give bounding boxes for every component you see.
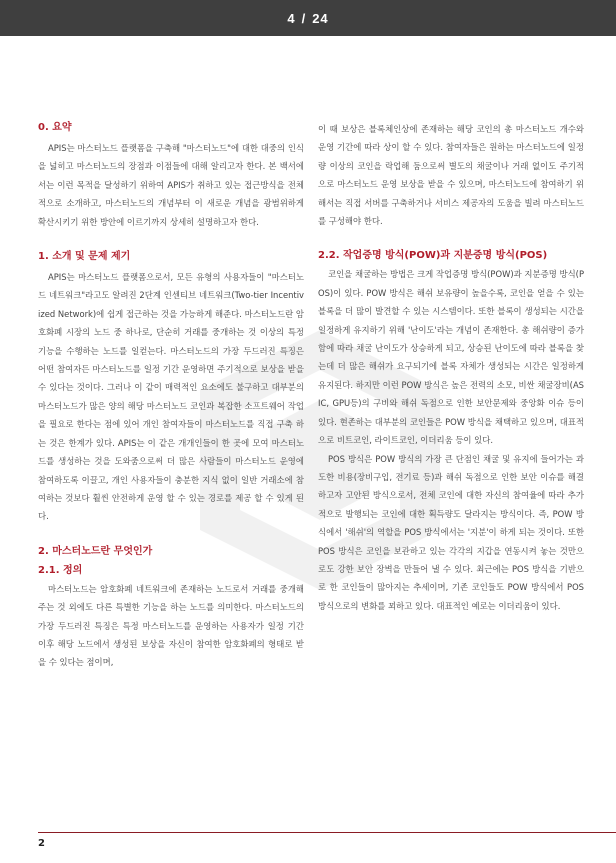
section-2-2-heading: 2.2. 작업증명 방식(POW)과 지분증명 방식(POS) [318, 250, 548, 262]
footer-divider [38, 832, 616, 833]
footer-page-number: 2 [38, 838, 45, 849]
definition-paragraph: 마스터노드는 암호화폐 네트워크에 존재하는 노드로서 거래를 중개해주는 것 외에도 다른 특별한 기능을 하는 노드를 의미한다. 마스터노드의 가장 두드러진 특징은 특정 마스터노드를 운영하는 사용자가 일정 기간 이후 해당 노드에서 생성된 보상을 자신이 참여한 암호화폐의 형태로 받을 수 있다는 점이며, [38, 583, 304, 668]
section-2-1-heading: 2.1. 정의 [38, 564, 83, 576]
introduction-paragraph: APIS는 마스터노드 플랫폼으로서, 모든 유형의 사용자들이 "마스터노드 네트워크"라고도 알려진 2단계 인센티브 네트워크(Two-tier Incentivized Network)에 쉽게 접근하는 것을 가능하게 해준다. 마스터노드란 암호화폐 시장의 노드 중 하나로, 단순히 거래를 중개하는 것 이상의 특정 기능을 수행하는 노드를 일컫는다. 마스터노드의 가장 두드러진 특징은 어떤 참여자든 마스터노드를 일정 기간 운영하면 주기적으로 보상을 받을 수 있다는 것이다. 그러나 이 같이 매력적인 요소에도 불구하고 대부분의 마스터노드가 많은 양의 해당 마스터노드 코인과 복잡한 소프트웨어 작업을 필요로 한다는 점에 있어 개인 참여자들이 마스터노드를 직접 구축 하는 것은 한계가 있다. APIS는 이 같은 개개인들이 한 곳에 모여 마스터노드를 생성하는 것을 도와줌으로써 더 많은 사람들이 마스터노드 운영에 참여하도록 이끌고, 개인 사용자들이 충분한 지식 없이 일반 거래소에 참여하는 것보다 훨씬 안전하게 운영 할 수 있는 경로를 제공 할 수 있게 된다. [38, 272, 304, 522]
definition-paragraph-continued: 이 때 보상은 블록체인상에 존재하는 해당 코인의 총 마스터노드 개수와 운영 기간에 따라 상이 할 수 있다. 참여자들은 원하는 마스터노드에 일정량 이상의 코인을 락업해 둠으로써 별도의 채굴이나 거래 없이도 주기적으로 마스터노드 운영 보상을 받을 수 있으며, 마스터노드에 참여하기 위해서는 직접 서버를 구축하거나 서비스 제공자의 도움을 빌려 마스터노드를 구성해야 한다. [318, 124, 584, 227]
section-0-heading: 0. 요약 [38, 122, 72, 133]
page-separator: / [301, 10, 307, 26]
total-pages-number: 24 [312, 10, 329, 26]
current-page-number: 4 [287, 10, 296, 26]
left-column [38, 120, 304, 672]
pos-paragraph: POS 방식은 POW 방식의 가장 큰 단점인 채굴 및 유지에 들어가는 과도한 비용(장비구입, 전기료 등)과 해쉬 독점으로 인한 보안 이슈를 해결하고자 고안된 방식으로서, 전체 코인에 대한 자신의 참여율에 따라 추가적으로 발행되는 코인에 대한 획득량도 달라지는 방식이다. 즉, POW 방식에서 '해쉬'의 역할을 POS 방식에서는 '지분'이 하게 되는 것이다. 또한 POS 방식은 코인을 보관하고 있는 각각의 지갑을 연동시켜 놓는 것만으로도 강한 보안 장벽을 만들어 낼 수 있다. 최근에는 POS 방식을 기반으로 한 코인들이 많아지는 추세이며, 기존 코인들도 POW 방식에서 POS 방식으로의 변화를 꾀하고 있다. 대표적인 예로는 이더리움이 있다. [318, 453, 584, 611]
page-indicator-bar [0, 0, 616, 36]
section-2-heading: 2. 마스터노드란 무엇인가 [38, 545, 153, 557]
pow-paragraph: 코인을 채굴하는 방법은 크게 작업증명 방식(POW)과 지분증명 방식(POS)이 있다. POW 방식은 해쉬 보유량이 높을수록, 코인을 얻을 수 있는 블록을 더 많이 발견할 수 있는 시스템이다. 또한 블록이 생성되는 시간을 일정하게 유지하기 위해 '난이도'라는 개념이 존재한다. 총 해쉬량이 증가함에 따라 채굴 난이도가 상승하게 되고, 상승된 난이도에 따라 블록을 찾는데 더 많은 해쉬가 요구되기에 블록 자체가 생성되는 시간은 일정하게 유지된다. 하지만 이런 POW 방식은 높은 전력의 소모, 비싼 채굴장비(ASIC, GPU등)의 구비와 해쉬 독점으로 인한 보안문제와 중앙화 이슈 등이 있다. 현존하는 대부분의 코인들은 POW 방식을 채택하고 있으며, 대표적으로 비트코인, 라이트코인, 이더리움 등이 있다. [318, 269, 584, 446]
summary-paragraph: APIS는 마스터노드 플랫폼을 구축해 "마스터노드"에 대한 대중의 인식을 넓히고 마스터노드의 장점과 이점들에 대해 알리고자 한다. 본 백서에서는 이런 목적을 달성하기 위하여 APIS가 취하고 있는 접근방식을 전체적으로 소개하고, 마스터노드의 개념부터 이 새로운 개념을 광범위하게 확산시키기 위한 방안에 이르기까지 상세히 설명하고자 한다. [38, 143, 304, 227]
right-column [318, 120, 584, 615]
section-1-heading: 1. 소개 및 문제 제기 [38, 251, 131, 263]
